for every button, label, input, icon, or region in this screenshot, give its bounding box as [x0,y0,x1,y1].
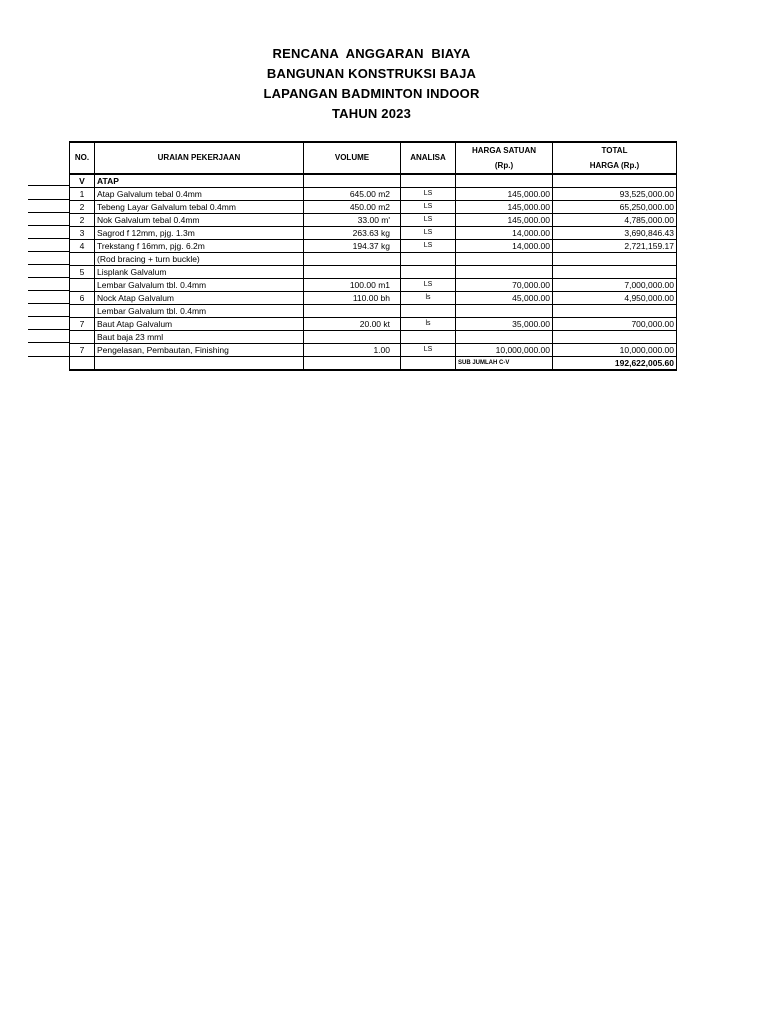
row-volume: 33.00 m' [304,214,401,227]
table-row [70,305,677,318]
row-harga [456,331,553,344]
row-no [70,305,95,318]
row-uraian: Trekstang f 16mm, pjg. 6.2m [95,240,304,253]
left-gridline [28,185,69,186]
row-analisa: LS [401,188,456,201]
title-line-3: LAPANGAN BADMINTON INDOOR [263,86,480,101]
subtotal-row [70,357,677,371]
table-row [70,292,677,305]
table-row [70,331,677,344]
title-line-2: BANGUNAN KONSTRUKSI BAJA [266,66,477,81]
row-uraian: (Rod bracing + turn buckle) [95,253,304,266]
header-total-unit: HARGA (Rp.) [589,161,640,170]
row-volume [304,253,401,266]
row-total: 7,000,000.00 [553,279,677,292]
row-uraian: Nok Galvalum tebal 0.4mm [95,214,304,227]
row-analisa: LS [401,240,456,253]
row-no: 3 [70,227,95,240]
row-no: 7 [70,344,95,357]
row-volume: 100.00 m1 [304,279,401,292]
row-harga: 70,000.00 [456,279,553,292]
row-no: 1 [70,188,95,201]
left-gridline [28,251,69,252]
row-harga: 145,000.00 [456,201,553,214]
header-total-label: TOTAL [601,146,628,155]
row-uraian: Sagrod f 12mm, pjg. 1.3m [95,227,304,240]
row-total: 65,250,000.00 [553,201,677,214]
left-gridline [28,303,69,304]
row-analisa: LS [401,227,456,240]
row-analisa: LS [401,214,456,227]
row-analisa [401,253,456,266]
row-uraian: Baut Atap Galvalum [95,318,304,331]
header-uraian: URAIAN PEKERJAAN [95,142,304,174]
row-volume [304,305,401,318]
row-total: 4,950,000.00 [553,292,677,305]
header-harga-satuan-label: HARGA SATUAN [472,146,536,155]
row-uraian: Pengelasan, Pembautan, Finishing [95,344,304,357]
row-no: 2 [70,214,95,227]
row-harga: 35,000.00 [456,318,553,331]
table-header-row [70,142,677,174]
left-gridline [28,238,69,239]
row-analisa: LS [401,279,456,292]
header-harga-satuan-unit: (Rp.) [494,161,514,170]
row-no: 7 [70,318,95,331]
section-no: V [70,174,95,188]
title-line-1: RENCANA ANGGARAN BIAYA [272,46,471,61]
row-analisa [401,305,456,318]
row-total: 10,000,000.00 [553,344,677,357]
row-total [553,331,677,344]
title-line-4: TAHUN 2023 [331,106,412,121]
left-gridline [28,356,69,357]
row-no [70,253,95,266]
row-volume [304,266,401,279]
row-analisa: LS [401,201,456,214]
row-no [70,279,95,292]
row-no: 2 [70,201,95,214]
table-row [70,240,677,253]
subtotal-value: 192,622,005.60 [553,357,677,371]
row-uraian: Lembar Galvalum tbl. 0.4mm [95,279,304,292]
budget-table [69,141,677,371]
table-row [70,214,677,227]
row-volume [304,331,401,344]
row-volume: 194.37 kg [304,240,401,253]
row-volume: 110.00 bh [304,292,401,305]
table-row [70,344,677,357]
table-row [70,188,677,201]
header-analisa: ANALISA [401,142,456,174]
left-gridline [28,277,69,278]
row-harga: 14,000.00 [456,240,553,253]
left-gridline [28,212,69,213]
row-uraian: Tebeng Layar Galvalum tebal 0.4mm [95,201,304,214]
row-total: 4,785,000.00 [553,214,677,227]
left-gridline [28,225,69,226]
row-uraian: Lisplank Galvalum [95,266,304,279]
header-volume: VOLUME [304,142,401,174]
row-no [70,331,95,344]
row-harga [456,305,553,318]
row-analisa [401,331,456,344]
header-no: NO. [70,142,95,174]
row-total [553,253,677,266]
row-harga: 145,000.00 [456,214,553,227]
row-volume: 450.00 m2 [304,201,401,214]
header-total [553,142,677,174]
row-uraian: Baut baja 23 mml [95,331,304,344]
row-total: 3,690,846.43 [553,227,677,240]
table-row [70,279,677,292]
table-row [70,253,677,266]
row-harga: 45,000.00 [456,292,553,305]
section-row [70,174,677,188]
left-gridline [28,342,69,343]
row-harga [456,253,553,266]
row-analisa [401,266,456,279]
row-harga: 10,000,000.00 [456,344,553,357]
row-analisa: ls [401,318,456,331]
left-gridline [28,316,69,317]
row-total [553,266,677,279]
row-analisa: LS [401,344,456,357]
row-total: 700,000.00 [553,318,677,331]
row-volume: 1.00 [304,344,401,357]
left-gridline [28,290,69,291]
row-total: 2,721,159.17 [553,240,677,253]
row-no: 4 [70,240,95,253]
table-row [70,266,677,279]
row-analisa: ls [401,292,456,305]
row-no: 5 [70,266,95,279]
row-uraian: Atap Galvalum tebal 0.4mm [95,188,304,201]
table-row [70,201,677,214]
row-uraian: Nock Atap Galvalum [95,292,304,305]
row-no: 6 [70,292,95,305]
left-gridline [28,199,69,200]
header-harga-satuan [456,142,553,174]
subtotal-label: SUB JUMLAH C-V [456,357,553,371]
section-name: ATAP [95,174,304,188]
row-harga: 14,000.00 [456,227,553,240]
table-row [70,227,677,240]
document-title [0,44,743,124]
row-total [553,305,677,318]
row-volume: 263.63 kg [304,227,401,240]
row-volume: 645.00 m2 [304,188,401,201]
row-total: 93,525,000.00 [553,188,677,201]
left-gridline [28,264,69,265]
row-harga [456,266,553,279]
row-uraian: Lembar Galvalum tbl. 0.4mm [95,305,304,318]
row-harga: 145,000.00 [456,188,553,201]
row-volume: 20.00 kt [304,318,401,331]
left-gridline [28,329,69,330]
table-row [70,318,677,331]
